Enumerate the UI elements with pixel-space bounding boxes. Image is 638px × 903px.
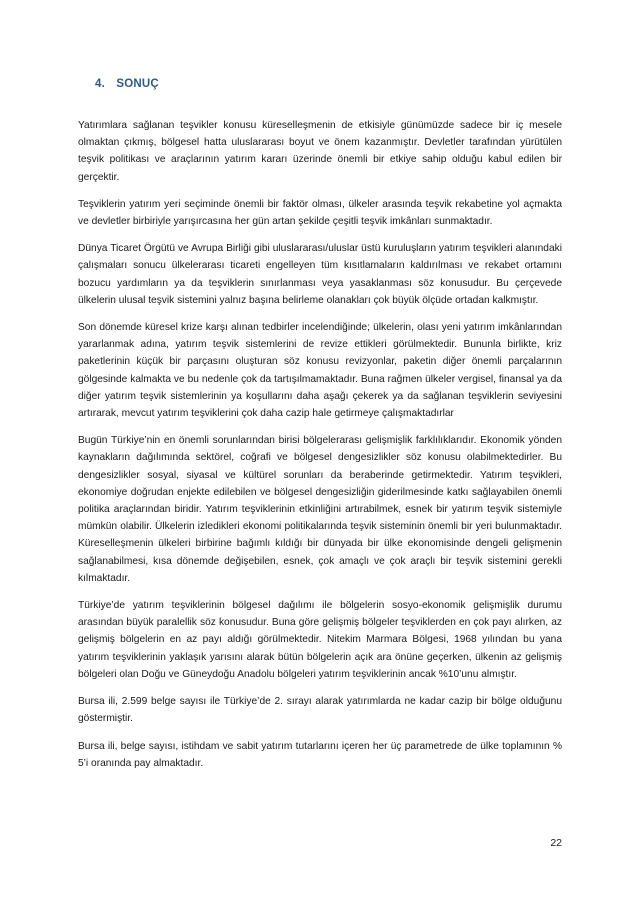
paragraph: Bugün Türkiye’nin en önemli sorunlarından birisi bölgelerarası gelişmişlik farklılıklarıdır. Ekonomik yönden kaynakların dağılımında sektörel, coğrafi ve bölgesel dengesizlikler söz konusu olabilmektedirler. Bu dengesizlikler sosyal, siyasal ve kültürel sorunları da beraberinde getirmektedir. Yatırım teşvikleri, ekonomiye doğrudan enjekte edilebilen ve bölgesel dengesizliğin giderilmesinde katkı sağlayabilen önemli politika araçlarından biridir. Yatırım teşviklerinin etkinliğini artırabilmek, esnek bir yatırım teşvik sistemiyle mümkün olabilir. Ülkelerin izledikleri ekonomi politikalarında teşvik sisteminin önemli bir yeri bulunmaktadır. Küreselleşmenin ülkeleri birbirine bağımlı kıldığı bir dünyada bir ülke ekonomisinde dengeli gelişmenin sağlanabilmesi, kısa dönemde değişebilen, esnek, çok amaçlı ve çok araçlı bir teşvik sistemini gerekli kılmaktadır. — [78, 435, 562, 584]
paragraph: Son dönemde küresel krize karşı alınan tedbirler incelendiğinde; ülkelerin, olası yeni yatırım imkânlarından yararlanmak adına, yatırım teşvik sistemlerini de revize ettikleri görülmektedir. Bununla birlikte, kriz paketlerinin küçük bir parçasını oluşturan söz konusu revizyonlar, paketin diğer önemli parçalarının gölgesinde kalmakta ve bu nedenle çok da tartışılmamaktadır. Buna rağmen ülkeler vergisel, finansal ya da diğer yatırım teşvik sistemlerinin ya koşullarını daha aşağı çekerek ya da sağlanan teşviklerin seviyesini artırarak, mevcut yatırım teşviklerini çok daha cazip hale getirmeye çalışmaktadırlar — [78, 322, 562, 420]
paragraph: Teşviklerin yatırım yeri seçiminde önemli bir faktör olması, ülkeler arasında teşvik rekabetine yol açmakta ve devletler birbiriyle yarışırcasına her gün artan şekilde çeşitli teşvik imkânları sunmaktadır. — [78, 198, 562, 228]
section-heading — [95, 78, 159, 90]
paragraph: Bursa ili, belge sayısı, istihdam ve sabit yatırım tutarlarını içeren her üç parametrede de ülke toplamının % 5’i oranında pay almaktadır. — [78, 740, 562, 769]
paragraph: Türkiye’de yatırım teşviklerinin bölgesel dağılımı ile bölgelerin sosyo-ekonomik gelişmişlik durumu arasından büyük paralellik söz konusudur. Buna göre gelişmiş bölgeler teşviklerden en çok payı alırken, az gelişmiş bölgelerin en az payı aldığı görülmektedir. Nitekim Marmara Bölgesi, 1968 yılından bu yana yatırım teşviklerinin yaklaşık yarısını alarak bütün bölgelerin açık ara önüne geçerken, ülkenin az gelişmiş bölgeleri olan Doğu ve Güneydoğu Anadolu bölgeleri yatırım teşviklerinin ancak %10’unu almıştır. — [78, 600, 562, 680]
section-number: 4. — [95, 78, 105, 90]
section-title: SONUÇ — [116, 78, 159, 90]
paragraph: Yatırımlara sağlanan teşvikler konusu küreselleşmenin de etkisiyle günümüzde sadece bir iç mesele olmaktan çıkmış, bölgesel hatta uluslararası boyut ve önem kazanmıştır. Devletler tarafından yürütülen teşvik politikası ve araçlarının yatırım kararı üzerinde önemli bir etkiye sahip olduğu kabul edilen bir gerçektir. — [78, 120, 562, 183]
paragraph: Dünya Ticaret Örgütü ve Avrupa Birliği gibi uluslararası/uluslar üstü kuruluşların yatırım teşvikleri alanındaki çalışmaları sonucu ülkelerarası ticareti engelleyen tüm kısıtlamaların kaldırılması ve rekabet ortamını bozucu yardımların ya da teşviklerin sınırlanması veya yasaklanması söz konusudur. Bu çerçevede ülkelerin ulusal teşvik sistemini yalnız başına belirleme olanakları çok büyük ölçüde ortadan kalkmıştır. — [78, 243, 562, 306]
page-number: 22 — [550, 837, 562, 849]
body-text — [78, 117, 562, 782]
paragraph: Bursa ili, 2.599 belge sayısı ile Türkiye’de 2. sırayı alarak yatırımlarda ne kadar cazip bir bölge olduğunu göstermiştir. — [78, 696, 562, 725]
